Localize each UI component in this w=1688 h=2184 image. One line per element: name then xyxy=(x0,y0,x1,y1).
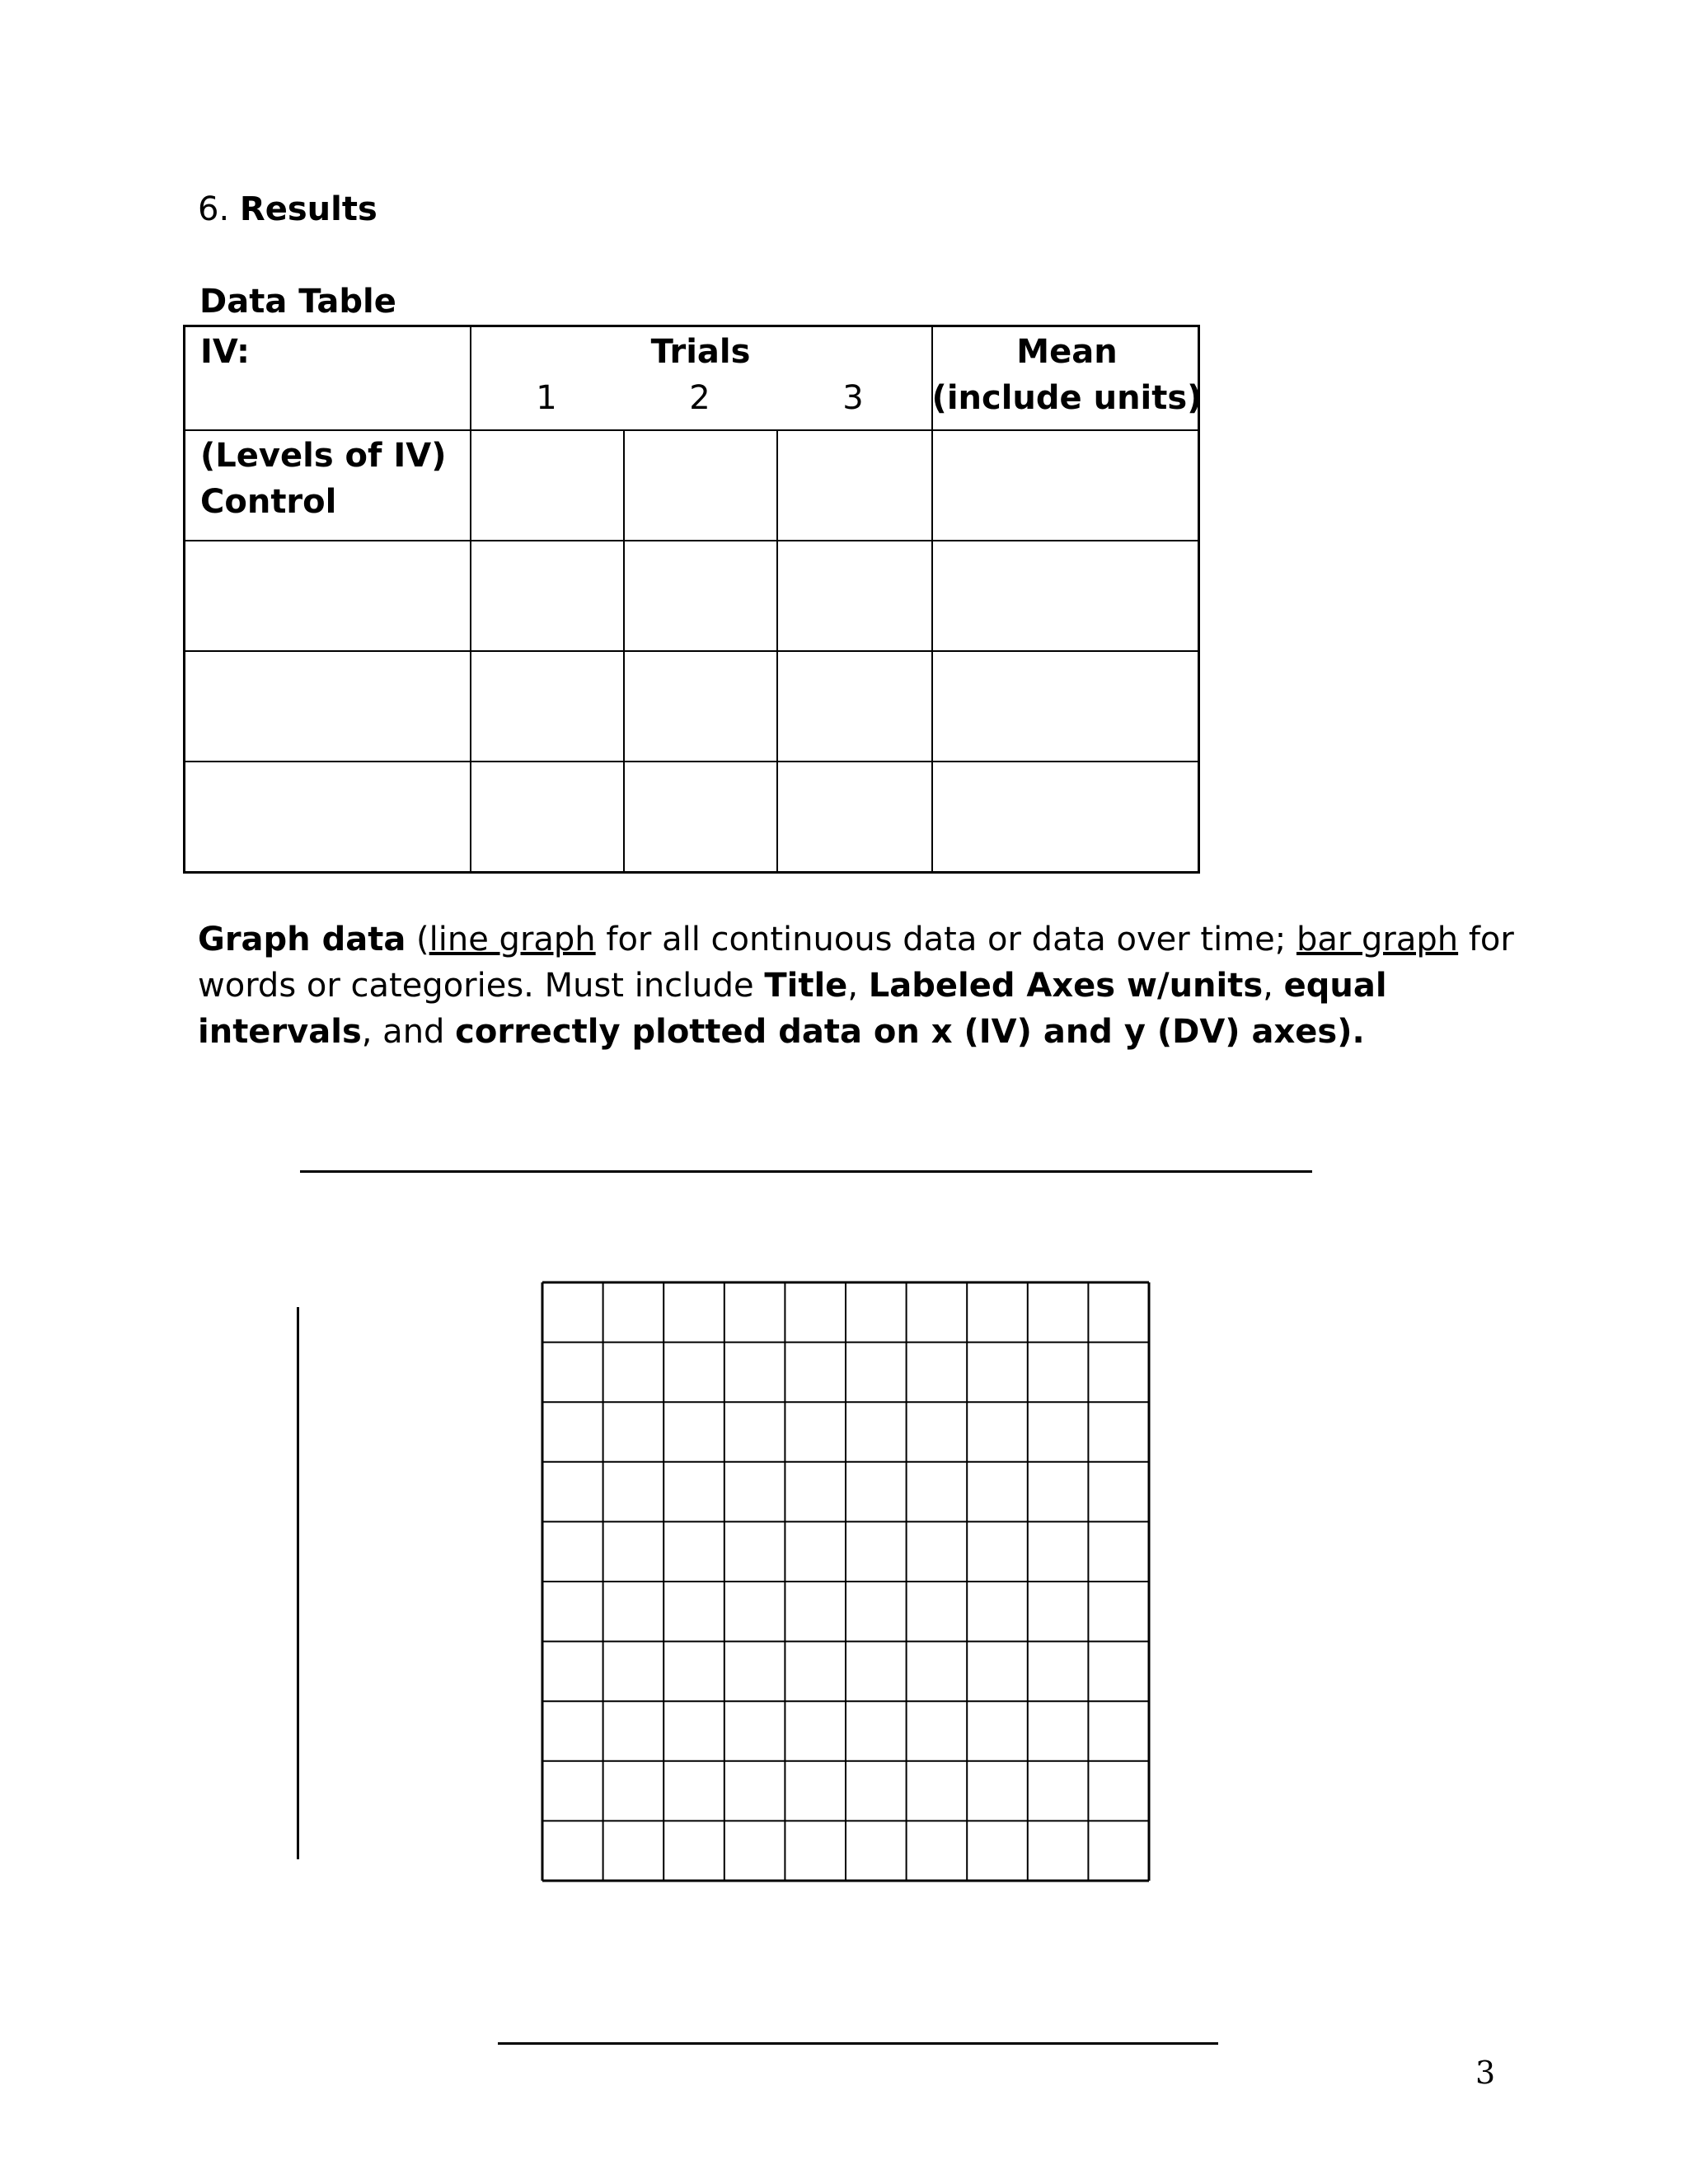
correctly-plotted-requirement: correctly plotted data on x (IV) and y (DV) axes). xyxy=(455,1013,1365,1051)
section-number: 6. xyxy=(198,190,230,228)
labeled-axes-requirement: Labeled Axes w/units xyxy=(868,967,1264,1005)
graph-title-blank-line[interactable] xyxy=(300,1170,1312,1173)
instruction-text: , and xyxy=(361,1013,456,1051)
y-axis-label-blank-line[interactable] xyxy=(297,1307,299,1859)
levels-of-iv-label: (Levels of IV) xyxy=(200,437,447,475)
mean-header: Mean xyxy=(1016,333,1118,371)
control-label: Control xyxy=(200,483,337,521)
trial-3-header: 3 xyxy=(842,379,864,417)
page-number: 3 xyxy=(1475,2055,1496,2091)
graph-data-label: Graph data xyxy=(198,921,406,958)
mean-units-header: (include units) xyxy=(931,379,1203,417)
section-heading xyxy=(198,186,377,232)
trials-header: Trials xyxy=(650,333,751,371)
section-title: Results xyxy=(239,190,377,228)
table-row-divider xyxy=(185,429,1198,431)
table-row-divider xyxy=(185,540,1198,541)
table-row-divider xyxy=(185,761,1198,762)
instruction-text: ( xyxy=(406,921,429,958)
table-row-divider xyxy=(185,650,1198,652)
instruction-text: , xyxy=(847,967,869,1005)
trial-1-header: 1 xyxy=(536,379,557,417)
data-table-caption: Data Table xyxy=(199,283,396,321)
graph-grid[interactable] xyxy=(541,1281,1151,1882)
x-axis-label-blank-line[interactable] xyxy=(498,2042,1218,2045)
table-column-divider xyxy=(470,327,471,871)
instruction-text: for words or categories. Must include xyxy=(198,921,1514,1005)
instruction-text: , xyxy=(1263,967,1284,1005)
graph-instructions xyxy=(198,916,1533,1055)
equal-intervals-requirement: equal intervals xyxy=(198,967,1387,1051)
iv-header: IV: xyxy=(200,333,251,371)
instruction-text: for all continuous data or data over time; xyxy=(595,921,1296,958)
bar-graph-term: bar graph xyxy=(1296,921,1459,958)
data-table xyxy=(183,325,1203,874)
line-graph-term: line graph xyxy=(429,921,596,958)
title-requirement: Title xyxy=(764,967,848,1005)
trial-2-header: 2 xyxy=(689,379,710,417)
